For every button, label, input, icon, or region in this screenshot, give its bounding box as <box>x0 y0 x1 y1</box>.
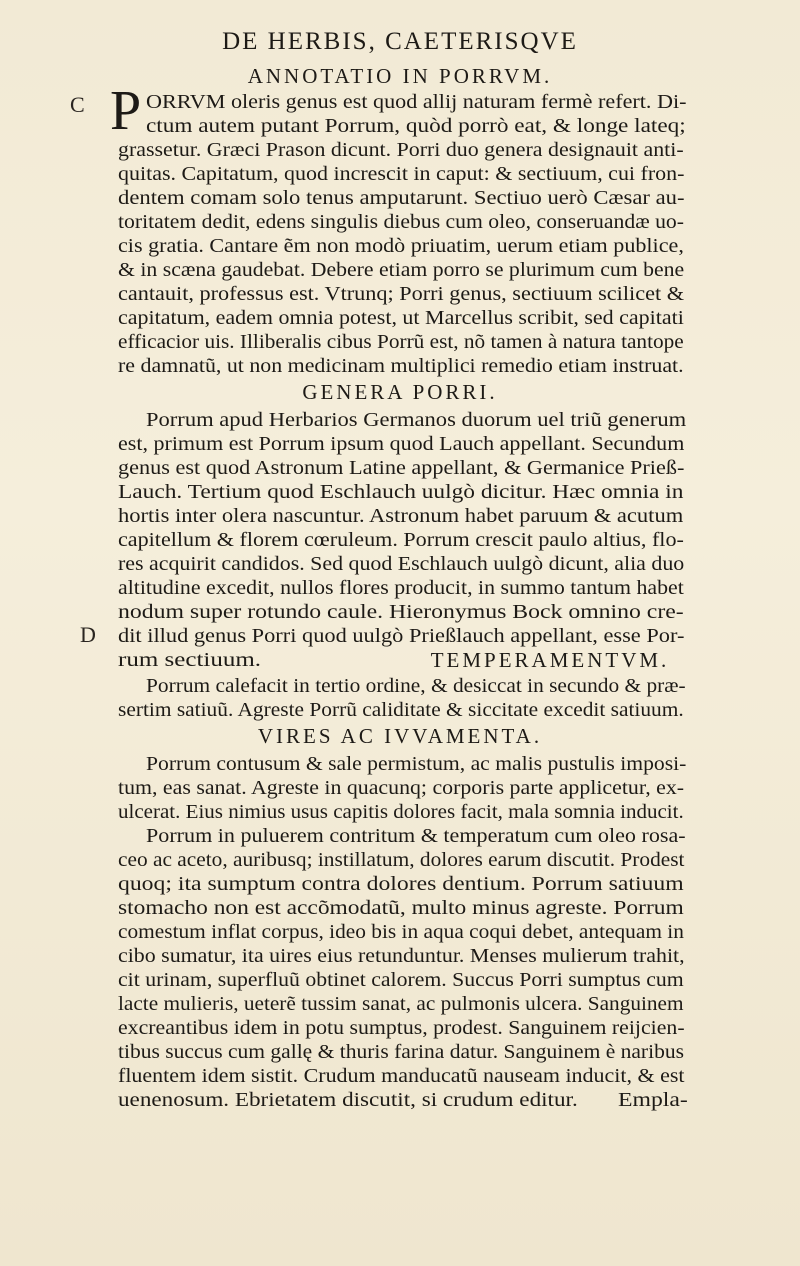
text-line: rum sectiuum. <box>118 649 262 671</box>
text-line: Porrum apud Herbarios Germanos duorum uel triũ generum <box>146 409 687 431</box>
text-line: ORRVM oleris genus est quod allij naturam fermè refert. Di- <box>146 91 687 113</box>
text-line: dentem comam solo tenus amputarunt. Sectiuo uerò Cæsar au- <box>118 187 685 209</box>
text-line: quitas. Capitatum, quod increscit in caput: & sectiuum, cui fron- <box>118 163 685 185</box>
text-line: hortis inter olera nascuntur. Astronum habet paruum & acutum <box>118 505 684 527</box>
text-line: cit urinam, superfluũ obtinet calorem. Succus Porri sumptus cum <box>118 969 684 991</box>
text-line: altitudine excedit, nullos flores producit, in summo tantum habet <box>118 577 684 599</box>
text-line: genus est quod Astronum Latine appellant, & Germanice Prieß- <box>118 457 685 479</box>
text-line: efficacior uis. Illiberalis cibus Porrũ est, nõ tamen à natura tantope <box>118 331 684 353</box>
text-line: excreantibus idem in potu sumptus, prodest. Sanguinem reijcien- <box>118 1017 685 1039</box>
text-line: tibus succus cum gallę & thuris farina datur. Sanguinem è naribus <box>118 1041 684 1063</box>
text-line: Porrum in puluerem contritum & temperatum cum oleo rosa- <box>146 825 686 847</box>
margin-letter-c: C <box>70 92 85 117</box>
section-heading-genera: GENERA PORRI. <box>302 380 498 404</box>
text-line: Lauch. Tertium quod Eschlauch uulgò dicitur. Hæc omnia in <box>118 481 684 503</box>
text-line: fluentem idem sistit. Crudum manducatũ nauseam inducit, & est <box>118 1065 685 1087</box>
text-line: capitatum, eadem omnia potest, ut Marcellus scribit, sed capitati <box>118 307 684 329</box>
text-line: Porrum calefacit in tertio ordine, & desiccat in secundo & præ- <box>146 675 686 697</box>
text-line: capitellum & florem cœruleum. Porrum crescit paulo altius, flo- <box>118 529 684 551</box>
text-line: cantauit, professus est. Vtrunq; Porri genus, sectiuum scilicet & <box>118 283 684 305</box>
text-line: res acquirit candidos. Sed quod Eschlauch uulgò dicunt, alia duo <box>118 553 685 575</box>
section-heading-temperamentum: TEMPERAMENTVM. <box>430 648 670 672</box>
running-head: DE HERBIS, CAETERISQVE <box>222 28 578 55</box>
text-line: grassetur. Græci Prason dicunt. Porri duo genera designauit anti- <box>118 139 684 161</box>
text-line: quoq; ita sumptum contra dolores dentium. Porrum satiuum <box>118 873 684 895</box>
text-line: uenenosum. Ebrietatem discutit, si crudum editur. <box>118 1089 578 1111</box>
text-line: stomacho non est accõmodatũ, multo minus agreste. Porrum <box>118 897 684 919</box>
section-heading-annotatio: ANNOTATIO IN PORRVM. <box>247 64 553 88</box>
margin-letter-d: D <box>80 622 96 647</box>
text-line: Porrum contusum & sale permistum, ac malis pustulis imposi- <box>146 753 687 775</box>
text-line: & in scæna gaudebat. Debere etiam porro se plurimum cum bene <box>118 259 685 281</box>
text-line: cibo sumatur, ita uires eius retunduntur. Menses mulierum trahit, <box>118 945 685 967</box>
text-line: comestum inflat corpus, ideo bis in aqua coqui debet, antequam in <box>118 921 684 943</box>
text-line: cis gratia. Cantare ẽm non modò priuatim, uerum etiam publice, <box>118 235 684 257</box>
text-line: nodum super rotundo caule. Hieronymus Bock omnino cre- <box>118 601 684 623</box>
section-heading-vires: VIRES AC IVVAMENTA. <box>257 724 543 748</box>
text-line: est, primum est Porrum ipsum quod Lauch appellant. Secundum <box>118 433 685 455</box>
text-line: ulcerat. Eius nimius usus capitis dolores facit, mala somnia inducit. <box>118 801 684 823</box>
text-line: re damnatũ, ut non medicinam multiplici remedio etiam instruat. <box>118 355 684 377</box>
text-line: sertim satiuũ. Agreste Porrũ caliditate & siccitate excedit satiuum. <box>118 699 684 721</box>
drop-initial: P <box>110 80 142 142</box>
text-line: ceo ac aceto, auribusq; instillatum, dolores earum discutit. Prodest <box>118 849 685 871</box>
catchword: Empla- <box>618 1089 688 1111</box>
text-line: lacte mulieris, ueterẽ tussim sanat, ac pulmonis ulcera. Sanguinem <box>118 993 684 1015</box>
text-line: tum, eas sanat. Agreste in quacunq; corporis parte applicetur, ex- <box>118 777 685 799</box>
text-line: toritatem dedit, edens singulis diebus cum oleo, conseruandæ uo- <box>118 211 684 233</box>
text-line: dit illud genus Porri quod uulgò Prießlauch appellant, esse Por- <box>118 625 685 647</box>
text-line: ctum autem putant Porrum, quòd porrò eat, & longe lateq; <box>146 115 686 137</box>
